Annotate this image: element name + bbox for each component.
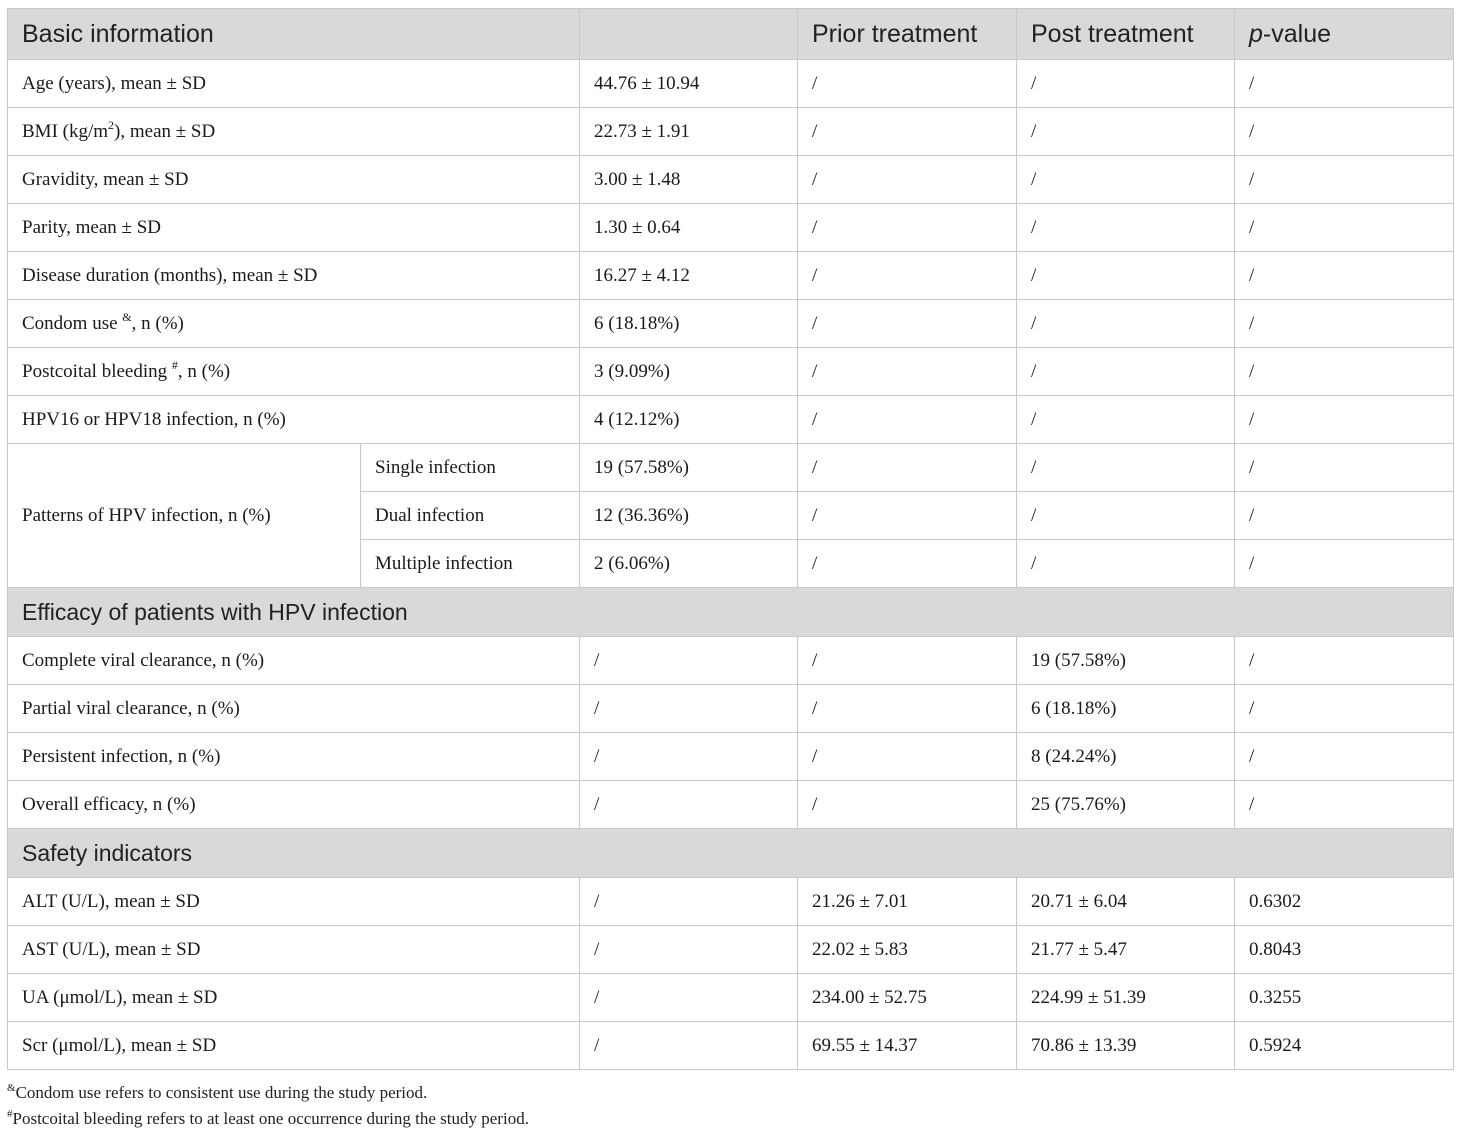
row-label: UA (μmol/L), mean ± SD: [8, 974, 580, 1022]
label-text: , n (%): [177, 360, 231, 382]
cell-post: 70.86 ± 13.39: [1017, 1022, 1235, 1070]
cell-p: /: [1235, 685, 1454, 733]
label-text: Postcoital bleeding: [22, 360, 172, 382]
footnote-marker: &: [7, 1082, 16, 1094]
header-basic-information: Basic information: [8, 9, 580, 60]
cell-value: 3 (9.09%): [580, 348, 798, 396]
cell-post: /: [1017, 348, 1235, 396]
cell-value: /: [580, 637, 798, 685]
cell-prior: 69.55 ± 14.37: [798, 1022, 1017, 1070]
cell-p: /: [1235, 60, 1454, 108]
header-prior-treatment: Prior treatment: [798, 9, 1017, 60]
cell-post: /: [1017, 396, 1235, 444]
cell-prior: /: [798, 685, 1017, 733]
table-row: [8, 348, 1454, 396]
cell-value: /: [580, 878, 798, 926]
table-row: [8, 781, 1454, 829]
cell-value: 22.73 ± 1.91: [580, 108, 798, 156]
row-label: HPV16 or HPV18 infection, n (%): [8, 396, 580, 444]
table-row: [8, 252, 1454, 300]
sub-label: Multiple infection: [361, 540, 580, 588]
cell-p: /: [1235, 444, 1454, 492]
row-label: Scr (μmol/L), mean ± SD: [8, 1022, 580, 1070]
cell-value: 16.27 ± 4.12: [580, 252, 798, 300]
cell-prior: /: [798, 396, 1017, 444]
cell-p: 0.8043: [1235, 926, 1454, 974]
row-label-patterns: Patterns of HPV infection, n (%): [8, 444, 361, 588]
cell-p: /: [1235, 396, 1454, 444]
row-label: Complete viral clearance, n (%): [8, 637, 580, 685]
results-table: [7, 8, 1454, 1070]
cell-post: 21.77 ± 5.47: [1017, 926, 1235, 974]
cell-p: /: [1235, 108, 1454, 156]
row-label: [8, 108, 580, 156]
row-label: AST (U/L), mean ± SD: [8, 926, 580, 974]
table-row: [8, 396, 1454, 444]
cell-post: 19 (57.58%): [1017, 637, 1235, 685]
section-title-safety: Safety indicators: [8, 829, 1454, 878]
footnote-condom: [7, 1083, 427, 1103]
table-row: [8, 1022, 1454, 1070]
cell-value: 3.00 ± 1.48: [580, 156, 798, 204]
table-row: [8, 300, 1454, 348]
p-italic: p: [1249, 19, 1263, 48]
sub-label: Dual infection: [361, 492, 580, 540]
cell-value: 6 (18.18%): [580, 300, 798, 348]
row-label: Parity, mean ± SD: [8, 204, 580, 252]
cell-value: 44.76 ± 10.94: [580, 60, 798, 108]
footnote-marker: #: [7, 1108, 13, 1120]
label-text: , n (%): [131, 312, 184, 334]
section-title-efficacy: Efficacy of patients with HPV infection: [8, 588, 1454, 637]
cell-post: /: [1017, 108, 1235, 156]
table-row: [8, 444, 1454, 492]
cell-prior: 21.26 ± 7.01: [798, 878, 1017, 926]
cell-prior: /: [798, 300, 1017, 348]
cell-post: /: [1017, 60, 1235, 108]
cell-prior: /: [798, 492, 1017, 540]
cell-p: /: [1235, 252, 1454, 300]
cell-prior: 22.02 ± 5.83: [798, 926, 1017, 974]
row-label: Overall efficacy, n (%): [8, 781, 580, 829]
row-label: Age (years), mean ± SD: [8, 60, 580, 108]
row-label: Partial viral clearance, n (%): [8, 685, 580, 733]
label-text: BMI (kg/m: [22, 120, 109, 142]
table-row: [8, 60, 1454, 108]
cell-post: 224.99 ± 51.39: [1017, 974, 1235, 1022]
cell-p: /: [1235, 156, 1454, 204]
row-label: Gravidity, mean ± SD: [8, 156, 580, 204]
row-label: [8, 300, 580, 348]
cell-value: /: [580, 733, 798, 781]
cell-p: /: [1235, 637, 1454, 685]
cell-post: 25 (75.76%): [1017, 781, 1235, 829]
cell-p: /: [1235, 492, 1454, 540]
cell-prior: /: [798, 252, 1017, 300]
cell-prior: /: [798, 204, 1017, 252]
p-value-suffix: -value: [1262, 19, 1331, 48]
header-blank: [580, 9, 798, 60]
cell-prior: /: [798, 60, 1017, 108]
cell-value: 19 (57.58%): [580, 444, 798, 492]
row-label: [8, 348, 580, 396]
table-header-row: [8, 9, 1454, 60]
cell-value: /: [580, 685, 798, 733]
cell-post: 6 (18.18%): [1017, 685, 1235, 733]
cell-value: 4 (12.12%): [580, 396, 798, 444]
cell-post: /: [1017, 252, 1235, 300]
cell-post: /: [1017, 540, 1235, 588]
cell-p: 0.5924: [1235, 1022, 1454, 1070]
cell-prior: 234.00 ± 52.75: [798, 974, 1017, 1022]
header-p-value: [1235, 9, 1454, 60]
section-header-row: [8, 829, 1454, 878]
cell-post: /: [1017, 156, 1235, 204]
cell-prior: /: [798, 540, 1017, 588]
table-row: [8, 685, 1454, 733]
table-row: [8, 974, 1454, 1022]
cell-prior: /: [798, 781, 1017, 829]
table-row: [8, 637, 1454, 685]
label-text: ), mean ± SD: [114, 120, 216, 142]
superscript: 2: [108, 117, 115, 132]
footnote-text: Condom use refers to consistent use during the study period.: [15, 1083, 428, 1102]
cell-p: /: [1235, 540, 1454, 588]
cell-value: 12 (36.36%): [580, 492, 798, 540]
row-label: Disease duration (months), mean ± SD: [8, 252, 580, 300]
cell-prior: /: [798, 108, 1017, 156]
cell-value: 2 (6.06%): [580, 540, 798, 588]
footnote-bleeding: [7, 1109, 529, 1129]
table-row: [8, 108, 1454, 156]
row-label: ALT (U/L), mean ± SD: [8, 878, 580, 926]
label-text: Condom use: [22, 312, 123, 334]
cell-p: 0.6302: [1235, 878, 1454, 926]
cell-value: /: [580, 926, 798, 974]
cell-post: /: [1017, 204, 1235, 252]
cell-p: /: [1235, 733, 1454, 781]
cell-post: 8 (24.24%): [1017, 733, 1235, 781]
cell-p: /: [1235, 348, 1454, 396]
cell-prior: /: [798, 444, 1017, 492]
cell-post: /: [1017, 300, 1235, 348]
footnote-marker: #: [171, 357, 178, 372]
header-post-treatment: Post treatment: [1017, 9, 1235, 60]
cell-value: /: [580, 781, 798, 829]
cell-value: /: [580, 974, 798, 1022]
cell-prior: /: [798, 733, 1017, 781]
sub-label: Single infection: [361, 444, 580, 492]
table-row: [8, 204, 1454, 252]
table-row: [8, 156, 1454, 204]
cell-prior: /: [798, 156, 1017, 204]
table-row: [8, 878, 1454, 926]
cell-p: /: [1235, 204, 1454, 252]
table-row: [8, 926, 1454, 974]
row-label: Persistent infection, n (%): [8, 733, 580, 781]
cell-p: 0.3255: [1235, 974, 1454, 1022]
cell-p: /: [1235, 781, 1454, 829]
cell-post: /: [1017, 492, 1235, 540]
footnote-text: Postcoital bleeding refers to at least one occurrence during the study period.: [12, 1109, 529, 1128]
cell-p: /: [1235, 300, 1454, 348]
cell-post: 20.71 ± 6.04: [1017, 878, 1235, 926]
cell-prior: /: [798, 348, 1017, 396]
cell-value: /: [580, 1022, 798, 1070]
cell-post: /: [1017, 444, 1235, 492]
cell-value: 1.30 ± 0.64: [580, 204, 798, 252]
table-row: [8, 733, 1454, 781]
footnote-marker: &: [122, 309, 132, 324]
section-header-row: [8, 588, 1454, 637]
cell-prior: /: [798, 637, 1017, 685]
